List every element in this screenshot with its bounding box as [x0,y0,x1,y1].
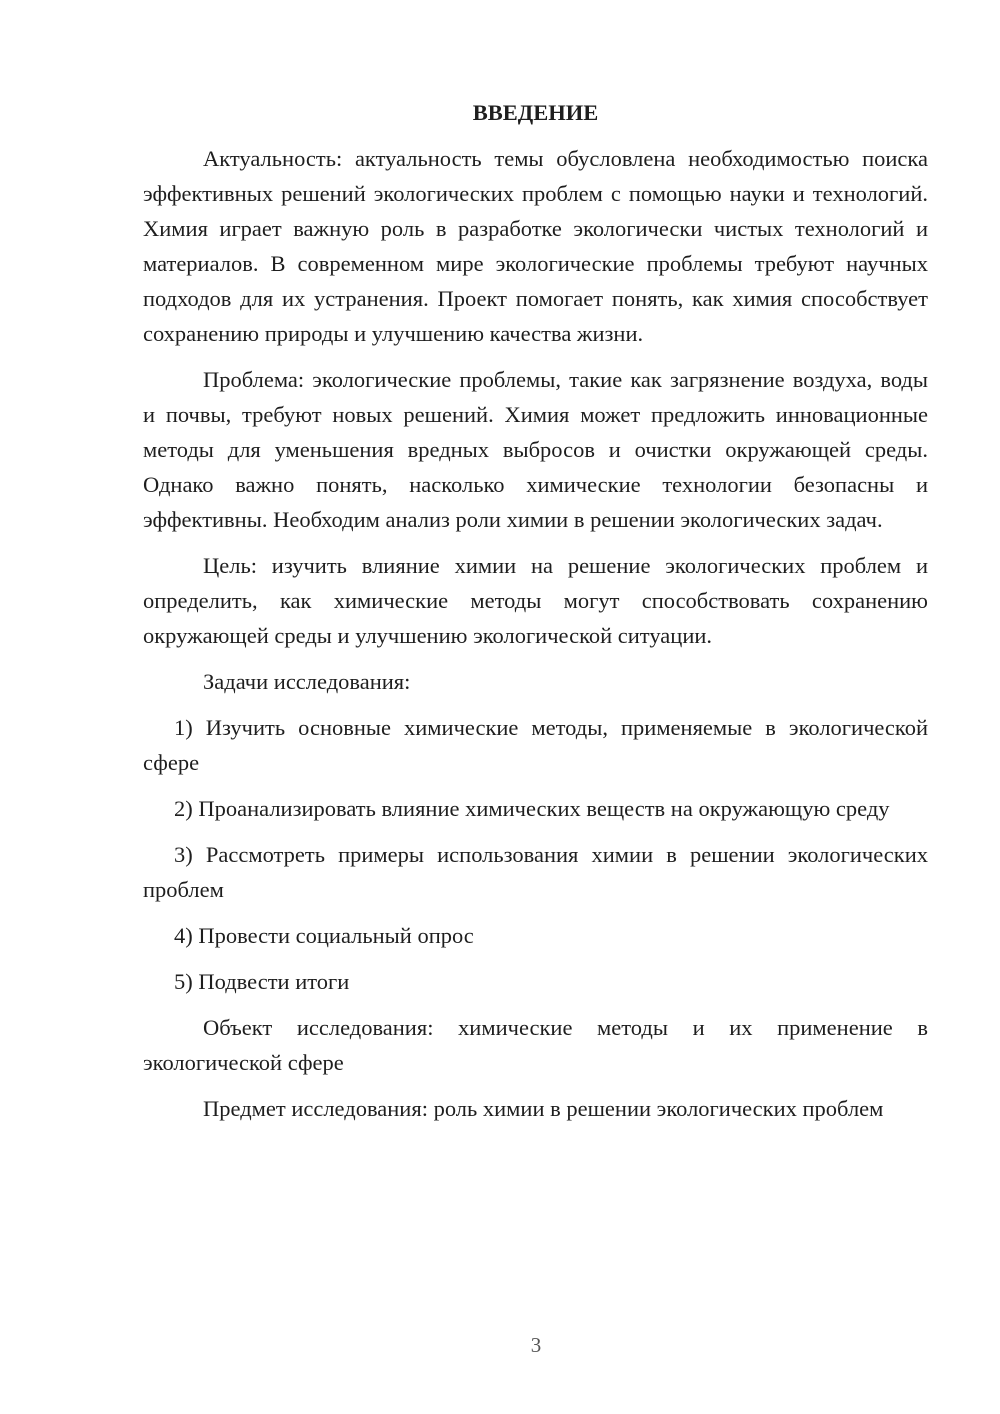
tasks-heading: Задачи исследования: [203,669,411,694]
task-item-2: 2) Проанализировать влияние химических веществ на окружающую среду [174,796,890,821]
task-item-5: 5) Подвести итоги [174,969,350,994]
paragraph-problem: Проблема: экологические проблемы, такие как загрязнение воздуха, воды и почвы, требуют новых решений. Химия может предложить инновационные методы для уменьшения вредных выбросов и очистки окружающей среды. Однако важно понять, насколько химические технологии безопасны и эффективны. Необходим анализ роли химии в решении экологических задач. [143,367,928,532]
task-item-3: 3) Рассмотреть примеры использования химии в решении экологических проблем [143,842,928,902]
page-title: ВВЕДЕНИЕ [472,100,599,125]
paragraph-goal: Цель: изучить влияние химии на решение экологических проблем и определить, как химические методы могут способствовать сохранению окружающей среды и улучшению экологической ситуации. [143,553,928,648]
task-item-4: 4) Провести социальный опрос [174,923,474,948]
paragraph-relevance: Актуальность: актуальность темы обусловлена необходимостью поиска эффективных решений экологических проблем с помощью науки и технологий. Химия играет важную роль в разработке экологически чистых технологий и материалов. В современном мире экологические проблемы требуют научных подходов для их устранения. Проект помогает понять, как химия способствует сохранению природы и улучшению качества жизни. [143,146,928,346]
paragraph-object: Объект исследования: химические методы и их применение в экологической сфере [143,1015,928,1075]
paragraph-subject: Предмет исследования: роль химии в решении экологических проблем [203,1096,884,1121]
task-item-1: 1) Изучить основные химические методы, применяемые в экологической сфере [143,715,928,775]
page-number: 3 [530,1333,542,1357]
page-content [143,95,928,1137]
